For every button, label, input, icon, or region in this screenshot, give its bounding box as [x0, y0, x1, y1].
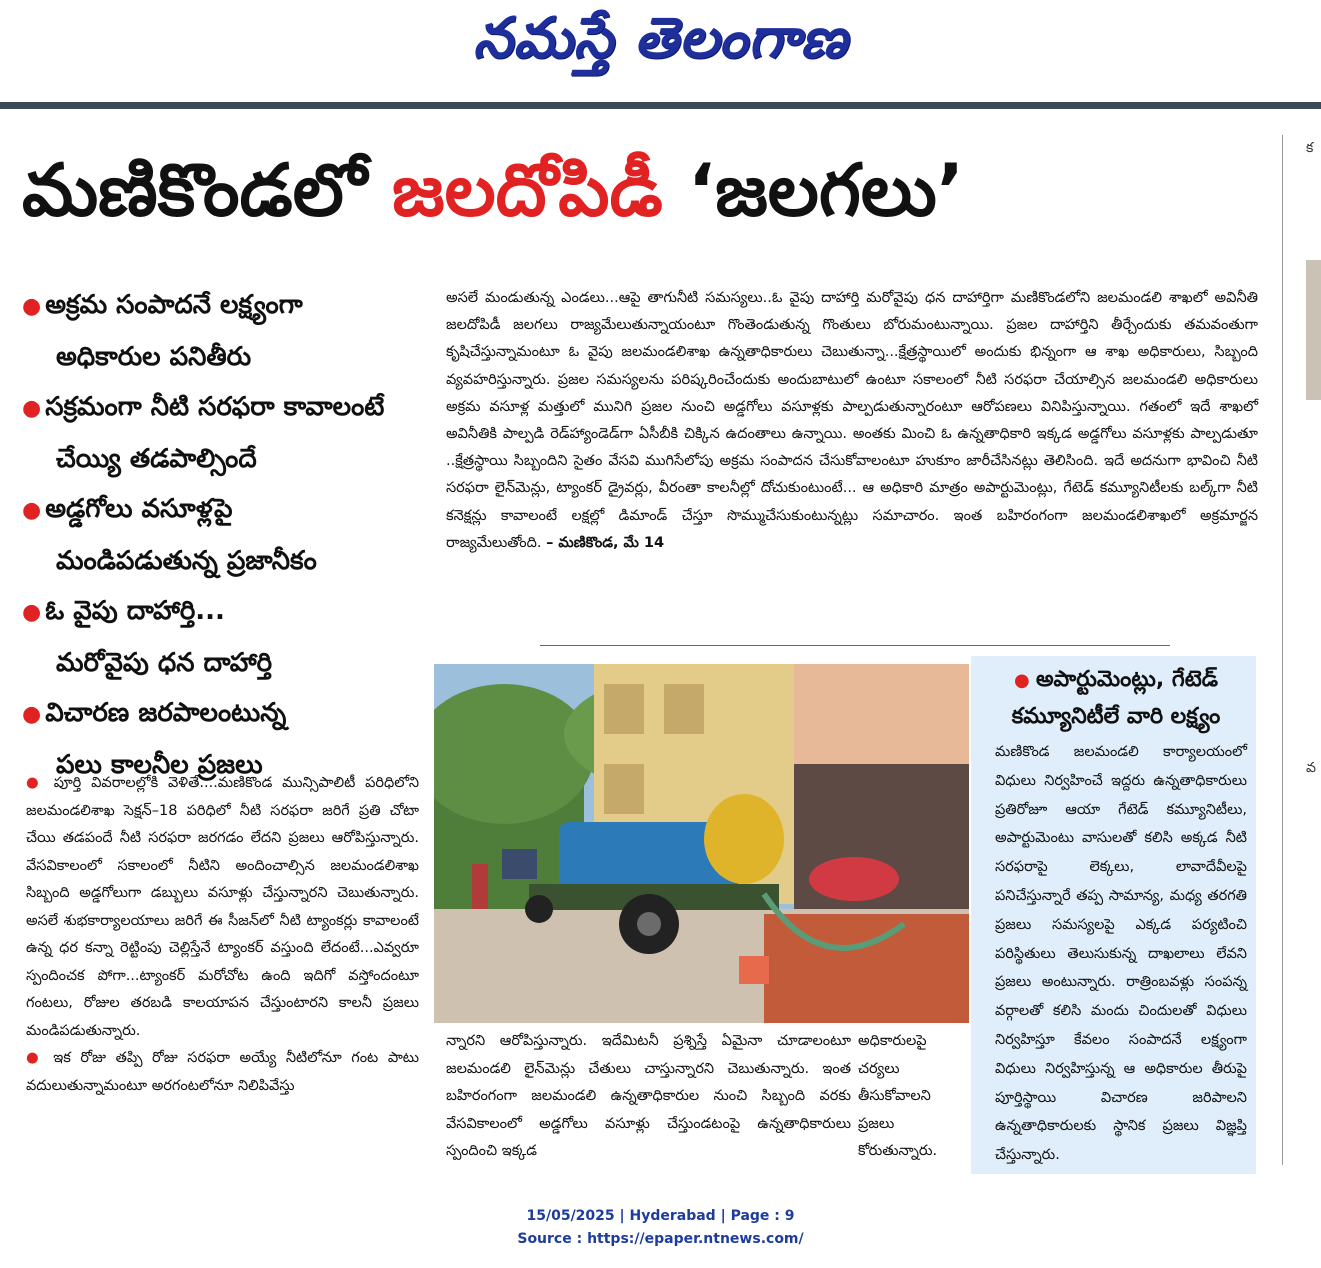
- highlights-list: [22, 280, 427, 790]
- bullet-icon: ●: [22, 600, 42, 625]
- highlight-line: మండిపడుతున్న ప్రజానీకం: [56, 546, 317, 576]
- paragraph-text: పూర్తి వివరాలల్లోకి వెళితే....మణికొండ మున్సిపాలిటీ పరిధిలోని జలమండలిశాఖ సెక్షన్–18 పరిధిలో నీటి సరఫరా జరిగే ప్రతి చోటా చేయి తడపందే నీటి సరఫరా జరగడం లేదని ప్రజలు ఆరోపిస్తున్నారు. వేసవికాలంలో సకాలంలో నీటిని అందించాల్సిన జలమండలిశాఖ సిబ్బంది అడ్డగోలుగా డబ్బులు వసూళ్లు చేస్తున్నారని చెబుతున్నారు. అసలే శుభకార్యాలయాలు జరిగే ఈ సీజన్‌లో నీటి ట్యాంకర్లు కావాలంటే ఉన్న ధర కన్నా రెట్టింపు చెల్లిస్తేనే ట్యాంకర్ వస్తుంది లేదంటే...ఎవ్వరూ స్పందించక పోగా...ట్యాంకర్ మరోచోట ఉంది ఇదిగో వస్తోందంటూ గంటలు, రోజుల తరబడి కాలయాపన చేస్తుంటారని కాలనీ ప్రజలు మండిపడుతున్నారు.: [26, 775, 419, 1039]
- dateline: – మణికొండ, మే 14: [546, 534, 665, 551]
- continued-text-col1: న్నారని ఆరోపిస్తున్నారు. ఇదేమిటనీ ప్రశ్నిస్తే ఏమైనా చూడాలంటూ జలమండలి లైన్‌మెన్లు చేతులు చాస్తున్నారని చెబుతున్నారు. ఇంత బహిరంగంగా జలమండలి ఉన్నతాధికారుల నుంచి సిబ్బంది వరకు వేసవికాలంలో అడ్డగోలు వసూళ్లు చేస్తుండటంపై ఉన్నతాధికారులు స్పందించి ఇక్కడ: [446, 1033, 851, 1159]
- highlight-item: [22, 382, 427, 484]
- intro-text: అసలే మండుతున్న ఎండలు...ఆపై తాగునీటి సమస్యలు..ఓ వైపు దాహార్తి మరోవైపు ధన దాహార్తిగా మణికొండలోని జలమండలి శాఖలో అవినీతి జలదోపిడీ జలగలు రాజ్యమేలుతున్నాయంటూ గొంతెండుతున్న గొంతులు బోరుమంటున్నాయి. ప్రజల దాహార్తిని తీర్చేందుకు తమవంతుగా కృషిచేస్తున్నామంటూ ఓ వైపు జలమండలిశాఖ ఉన్నతాధికారులు చెబుతున్నా...క్షేత్రస్థాయిలో అందుకు భిన్నంగా ఆ శాఖ అధికారులు, సిబ్బంది వ్యవహరిస్తున్నారు. ప్రజల సమస్యలను పరిష్కరించేందుకు అందుబాటులో ఉంటూ సకాలంలో నీటి సరఫరా చేయాల్సిన జలమండలి అధికారులు అక్రమ వసూళ్ల మత్తులో మునిగి ప్రజల నుంచి అడ్డగోలు వసూళ్లకు పాల్పడుతున్నారంటూ ఆరోపణలు వినిపిస్తున్నాయి. గతంలో ఇదే శాఖలో అవినీతికి పాల్పడి రెడ్‌హ్యాండెడ్‌గా ఏసీబీకి చిక్కిన ఉదంతాలు ఉన్నాయి. అంతకు మించి ఓ ఉన్నతాధికారి ఇక్కడ అడ్డగోలు వసూళ్లకు పాల్పడుతూ ..క్షేత్రస్థాయి సిబ్బందిని సైతం వేసవి ముగిసేలోపు అక్రమ సంపాదన చేసుకోవాలంటూ హుకూం జారీచేసినట్లు తెలిసింది. ఇదే అదనుగా భావించి నీటి సరఫరా లైన్‌మెన్లు, ట్యాంకర్ డ్రైవర్లు, వీరంతా కాలనీల్లో దోచుకుంటుంటే... ఆ అధికారి మాత్రం అపార్టుమెంట్లు, గేటెడ్ కమ్యూనిటీలకు బల్క్‌గా నీటి కనెక్షన్లు కావాలంటే లక్షల్లో డిమాండ్ చేస్తూ సొమ్ముచేసుకుంటున్నట్లు సమాచారం. ఇంత బహిరంగంగా జలమండలిశాఖలో అక్రమార్జన రాజ్యమేలుతోంది.: [446, 290, 1258, 551]
- sidebar-title: [981, 662, 1251, 735]
- highlight-item: [22, 280, 427, 382]
- sidebar-title-text: అపార్టుమెంట్లు, గేటెడ్ కమ్యూనిటీలే వారి లక్ష్యం: [1011, 667, 1221, 729]
- adjacent-glyph: క: [1306, 140, 1314, 156]
- adjacent-photo-edge: [1306, 260, 1321, 400]
- news-photo: [434, 664, 969, 1023]
- body-paragraph: [26, 770, 419, 1045]
- masthead-divider: [0, 102, 1321, 109]
- newspaper-logo: నమస్తే తెలంగాణ: [473, 6, 848, 71]
- left-column-body: [26, 770, 419, 1100]
- highlight-line: సక్రమంగా నీటి సరఫరా కావాలంటే: [45, 392, 385, 422]
- highlight-line: అడ్డగోలు వసూళ్లపై: [45, 494, 233, 524]
- highlight-line: చేయ్యి తడపాల్సిందే: [56, 444, 257, 474]
- bullet-icon: ●: [22, 498, 42, 523]
- bullet-icon: ●: [26, 775, 54, 791]
- headline: [22, 140, 1262, 240]
- masthead: [0, 0, 1321, 100]
- continued-text-col2: అధికారులపై చర్యలు తీసుకోవాలని ప్రజలు కోరుతున్నారు.: [858, 1033, 938, 1159]
- highlight-line: అధికారుల పనితీరు: [56, 342, 252, 372]
- column-divider: [1282, 135, 1283, 1165]
- sidebar-box: [971, 656, 1256, 1174]
- highlight-line: విచారణ జరపాలంటున్న: [45, 698, 287, 728]
- footer-date-line: 15/05/2025 | Hyderabad | Page : 9: [526, 1208, 795, 1224]
- bullet-icon: ●: [1013, 670, 1036, 691]
- sidebar-body: మణికొండ జలమండలి కార్యాలయంలో విధులు నిర్వహించే ఇద్దరు ఉన్నతాధికారులు ప్రతిరోజూ ఆయా గేటెడ్ కమ్యూనిటీలు, అపార్టుమెంటు వాసులతో కలిసి అక్కడ నీటి సరఫరాపై లెక్కలు, లావాదేవీలపై పనిచేస్తున్నారే తప్ప సామాన్య, మధ్య తరగతి ప్రజలు సమస్యలపై ఎక్కడ పర్యటించి పరిస్థితులు తెలుసుకున్న దాఖలాలు లేవని ప్రజలు అంటున్నారు. రాత్రింబవళ్లు సంపన్న వర్గాలతో కలిసి మందు చిందులతో విధులు నిర్వహిస్తూ కేవలం సంపాదనే లక్ష్యంగా విధులు నిర్వహిస్తున్న ఆ అధికారుల తీరుపై పూర్తిస్థాయి విచారణ జరిపాలని ఉన్నతాధికారులకు స్థానిక ప్రజలు విజ్ఞప్తి చేస్తున్నారు.: [995, 744, 1247, 1164]
- headline-part-quote: ‘జలగలు’: [662, 148, 965, 232]
- intro-divider: [540, 645, 1170, 646]
- paragraph-text: ఇక రోజు తప్పి రోజు సరఫరా అయ్యే నీటిలోనూ గంట పాటు వదులుతున్నామంటూ అరగంటలోనూ నిలిపివేస్తు: [26, 1050, 419, 1094]
- adjacent-glyph: వ: [1306, 760, 1316, 776]
- highlight-line: అక్రమ సంపాదనే లక్ష్యంగా: [45, 290, 303, 320]
- bullet-icon: ●: [26, 1050, 54, 1066]
- intro-paragraph: [446, 285, 1258, 557]
- highlight-line: పలు కాలనీల ప్రజలు: [56, 750, 263, 780]
- highlight-item: [22, 484, 427, 586]
- adjacent-article-edge: [1292, 135, 1321, 1175]
- page-footer: [0, 1205, 1321, 1251]
- bullet-icon: ●: [22, 702, 42, 727]
- bullet-icon: ●: [22, 294, 42, 319]
- highlight-item: [22, 586, 427, 688]
- headline-part-red: జలదోపిడీ: [391, 148, 663, 232]
- headline-part-black: మణికొండలో: [22, 148, 392, 232]
- highlight-line: మరోవైపు ధన దాహార్తి: [56, 648, 273, 678]
- bullet-icon: ●: [22, 396, 42, 421]
- highlight-line: ఓ వైపు దాహార్తి...: [45, 596, 225, 626]
- tanker-photo-illustration: [434, 664, 969, 1023]
- body-paragraph: [26, 1045, 419, 1100]
- footer-source-line: Source : https://epaper.ntnews.com/: [517, 1231, 804, 1247]
